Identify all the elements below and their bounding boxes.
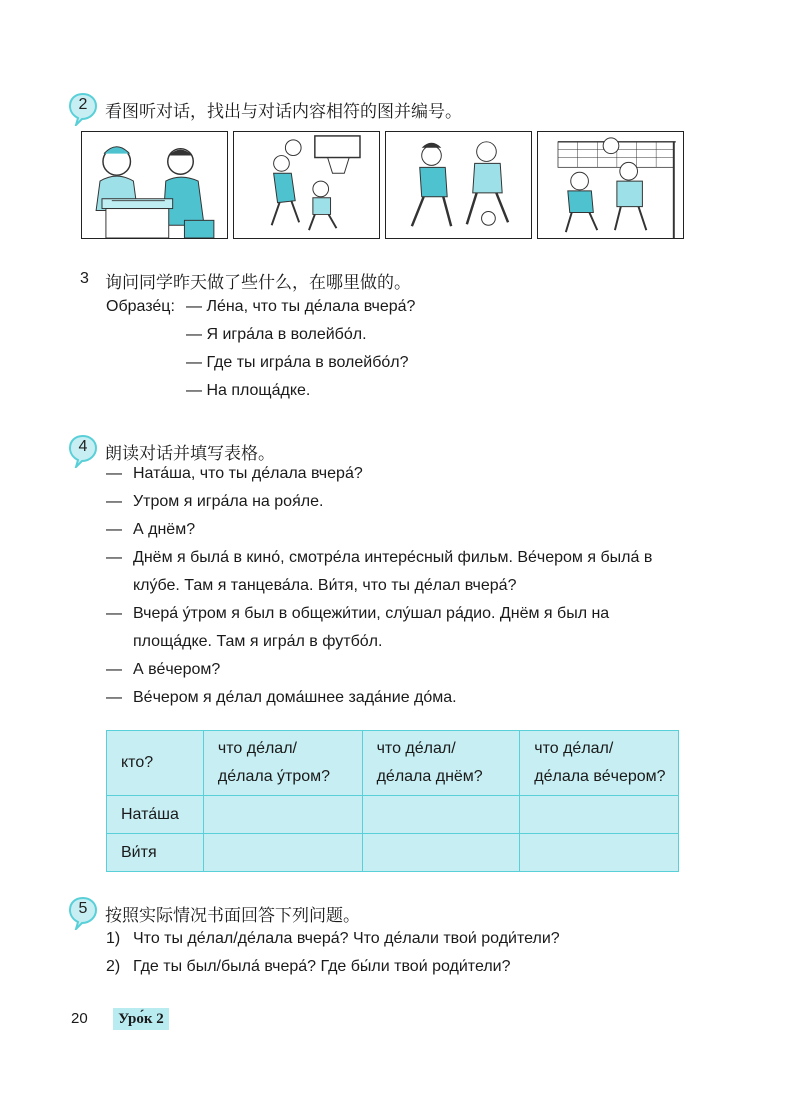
exercise-4-title: 朗读对话并填写表格。 <box>105 444 275 464</box>
blank-cell[interactable] <box>362 834 520 872</box>
picture-volleyball <box>537 131 684 239</box>
dialogue-dash: — <box>106 521 122 538</box>
exercise-4-badge <box>68 434 98 464</box>
volleyball-illustration <box>538 132 683 238</box>
dialogue-dash: — <box>106 661 122 678</box>
exercise-2-title: 看图听对话，找出与对话内容相符的图并编号。 <box>105 102 462 122</box>
page-number: 20 <box>71 1010 88 1027</box>
sample-line: — Где ты игра́ла в волейбо́л? <box>186 354 409 371</box>
exercise-3-title: 询问同学昨天做了些什么，在哪里做的。 <box>105 273 411 293</box>
exercise-2-badge <box>68 92 98 122</box>
exercise-3-number: 3 <box>80 270 89 287</box>
picture-basketball <box>233 131 380 239</box>
blank-cell[interactable] <box>520 834 679 872</box>
dialogue-line: Утром я игра́ла на роя́ле. <box>133 493 324 510</box>
dialogue-line: А днём? <box>133 521 196 538</box>
dialogue-dash: — <box>106 493 122 510</box>
sample-line: — Я игра́ла в волейбо́л. <box>186 326 367 343</box>
table-header-row <box>107 731 679 796</box>
football-illustration <box>386 132 531 238</box>
sample-label: Образе́ц: <box>106 298 175 315</box>
blank-cell[interactable] <box>362 796 520 834</box>
dialogue-line: Днём я была́ в кино́, смотре́ла интере́сный фильм. Ве́чером я была́ в <box>133 549 653 566</box>
basketball-illustration <box>234 132 379 238</box>
exercise-5-title: 按照实际情况书面回答下列问题。 <box>105 906 360 926</box>
dialogue-line: Ве́чером я де́лал дома́шнее зада́ние до́ма. <box>133 689 457 706</box>
blank-cell[interactable] <box>203 796 362 834</box>
table-row-label: Ви́тя <box>107 834 204 872</box>
exercise-5-badge <box>68 896 98 926</box>
dialogue-dash: — <box>106 465 122 482</box>
exercise-number: 2 <box>78 96 88 113</box>
question-text: Где ты был/была́ вчера́? Где бы́ли твои́ роди́тели? <box>133 958 511 975</box>
exercise-number: 5 <box>78 900 88 917</box>
blank-cell[interactable] <box>520 796 679 834</box>
table-header-cell: кто? <box>107 731 204 796</box>
dialogue-dash: — <box>106 689 122 706</box>
table-header-cell: что де́лал/ де́лала у́тром? <box>203 731 362 796</box>
table-row <box>107 834 679 872</box>
dialogue-line: Ната́ша, что ты де́лала вчера́? <box>133 465 363 482</box>
dialogue-dash: — <box>106 549 122 566</box>
table-header-cell: что де́лал/ де́лала ве́чером? <box>520 731 679 796</box>
fill-in-table <box>106 730 679 872</box>
question-number: 1) <box>106 930 121 947</box>
dialogue-line: Вчера́ у́тром я был в общежи́тии, слу́шал ра́дио. Днём я был на <box>133 605 610 622</box>
table-row-label: Ната́ша <box>107 796 204 834</box>
chess-illustration <box>82 132 227 238</box>
dialogue-line: площа́дке. Там я игра́л в футбо́л. <box>133 633 383 650</box>
dialogue-dash: — <box>106 605 122 622</box>
blank-cell[interactable] <box>203 834 362 872</box>
dialogue-line: клу́бе. Там я танцева́ла. Ви́тя, что ты де́лал вчера́? <box>133 577 517 594</box>
lesson-tag: Уро́к 2 <box>113 1008 169 1030</box>
sample-line: — На площа́дке. <box>186 382 311 399</box>
dialogue-line: А ве́чером? <box>133 661 221 678</box>
picture-chess <box>81 131 228 239</box>
table-header-cell: что де́лал/ де́лала днём? <box>362 731 520 796</box>
sample-line: — Ле́на, что ты де́лала вчера́? <box>186 298 416 315</box>
question-number: 2) <box>106 958 121 975</box>
picture-football <box>385 131 532 239</box>
question-text: Что ты де́лал/де́лала вчера́? Что де́лали твои́ роди́тели? <box>133 930 560 947</box>
table-row <box>107 796 679 834</box>
exercise-number: 4 <box>78 438 88 455</box>
